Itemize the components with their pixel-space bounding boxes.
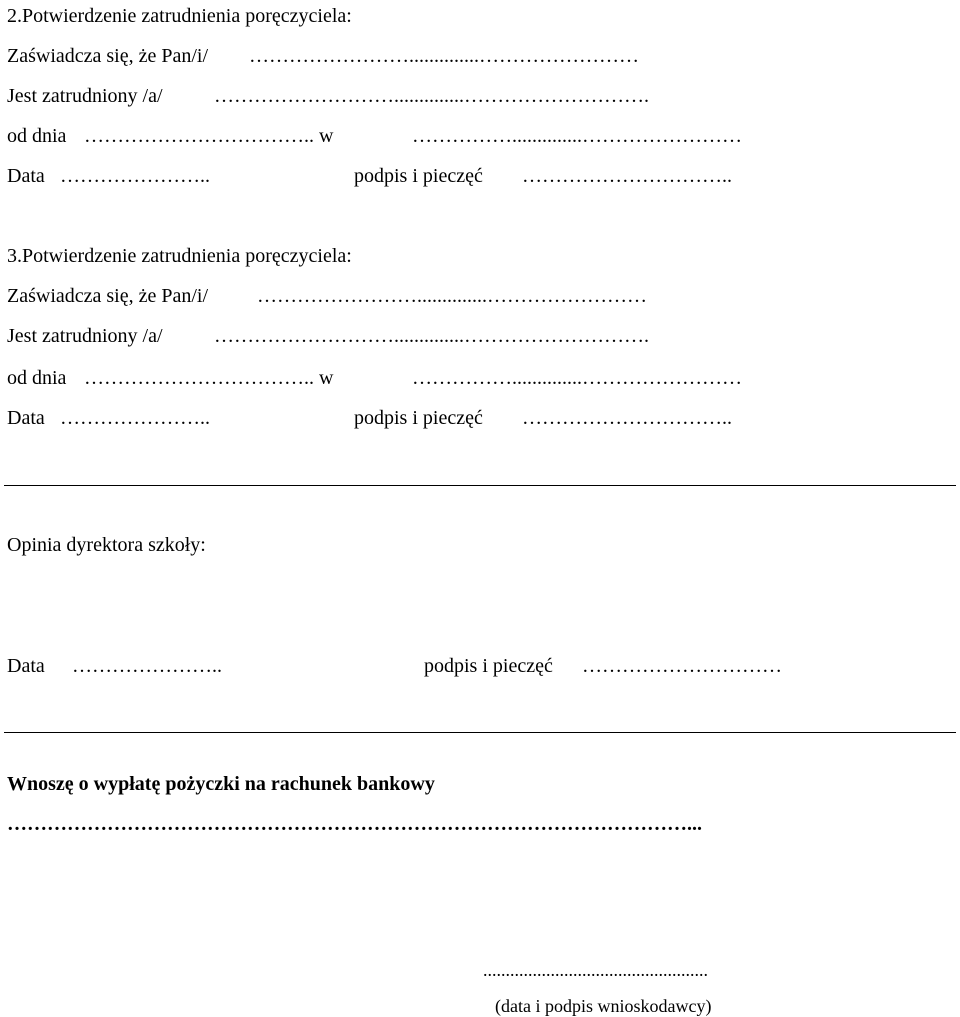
director-date-label: Data <box>7 655 45 677</box>
section2-since-field[interactable]: …………………………….. w <box>84 125 334 147</box>
applicant-signature-caption: (data i podpis wnioskodawcy) <box>495 996 712 1016</box>
section3-date-field[interactable]: ………………….. <box>60 407 210 429</box>
section2-since-label: od dnia <box>7 125 67 147</box>
director-date-field[interactable]: ………………….. <box>72 655 222 677</box>
section3-since-label: od dnia <box>7 367 67 389</box>
section2-employee-field[interactable]: ……………………..............…………………… <box>249 45 639 67</box>
section3-signature-field[interactable]: ………………………….. <box>522 407 732 429</box>
section3-employee-label: Zaświadcza się, że Pan/i/ <box>7 285 209 307</box>
section3-heading: 3.Potwierdzenie zatrudnienia poręczyciela: <box>7 245 352 267</box>
section2-heading: 2.Potwierdzenie zatrudnienia poręczyciela: <box>7 5 352 27</box>
bank-account-field[interactable]: …………………………………………………………………………………………... <box>7 813 702 835</box>
section3-date-label: Data <box>7 407 45 429</box>
section3-since-field[interactable]: …………………………….. w <box>84 367 334 389</box>
section3-employment-label: Jest zatrudniony /a/ <box>7 325 163 347</box>
payout-request-heading: Wnoszę o wypłatę pożyczki na rachunek bankowy <box>7 773 435 795</box>
section3-workplace-field[interactable]: ……………..............…………………… <box>412 367 742 389</box>
section2-workplace-field[interactable]: ……………..............…………………… <box>412 125 742 147</box>
section3-employee-field[interactable]: ……………………..............…………………… <box>257 285 647 307</box>
section2-employment-field[interactable]: ………………………..............………………………. <box>214 85 649 107</box>
section2-signature-label: podpis i pieczęć <box>354 165 483 187</box>
section-divider <box>4 485 956 486</box>
section-divider <box>4 732 956 733</box>
applicant-signature-field[interactable]: .................................................. <box>483 960 708 980</box>
section3-employment-field[interactable]: ………………………..............………………………. <box>214 325 649 347</box>
director-signature-label: podpis i pieczęć <box>424 655 553 677</box>
section2-date-label: Data <box>7 165 45 187</box>
section3-signature-label: podpis i pieczęć <box>354 407 483 429</box>
director-signature-field[interactable]: ………………………… <box>582 655 782 677</box>
section2-signature-field[interactable]: ………………………….. <box>522 165 732 187</box>
section2-date-field[interactable]: ………………….. <box>60 165 210 187</box>
section2-employee-label: Zaświadcza się, że Pan/i/ <box>7 45 209 67</box>
director-opinion-heading: Opinia dyrektora szkoły: <box>7 534 206 556</box>
section2-employment-label: Jest zatrudniony /a/ <box>7 85 163 107</box>
